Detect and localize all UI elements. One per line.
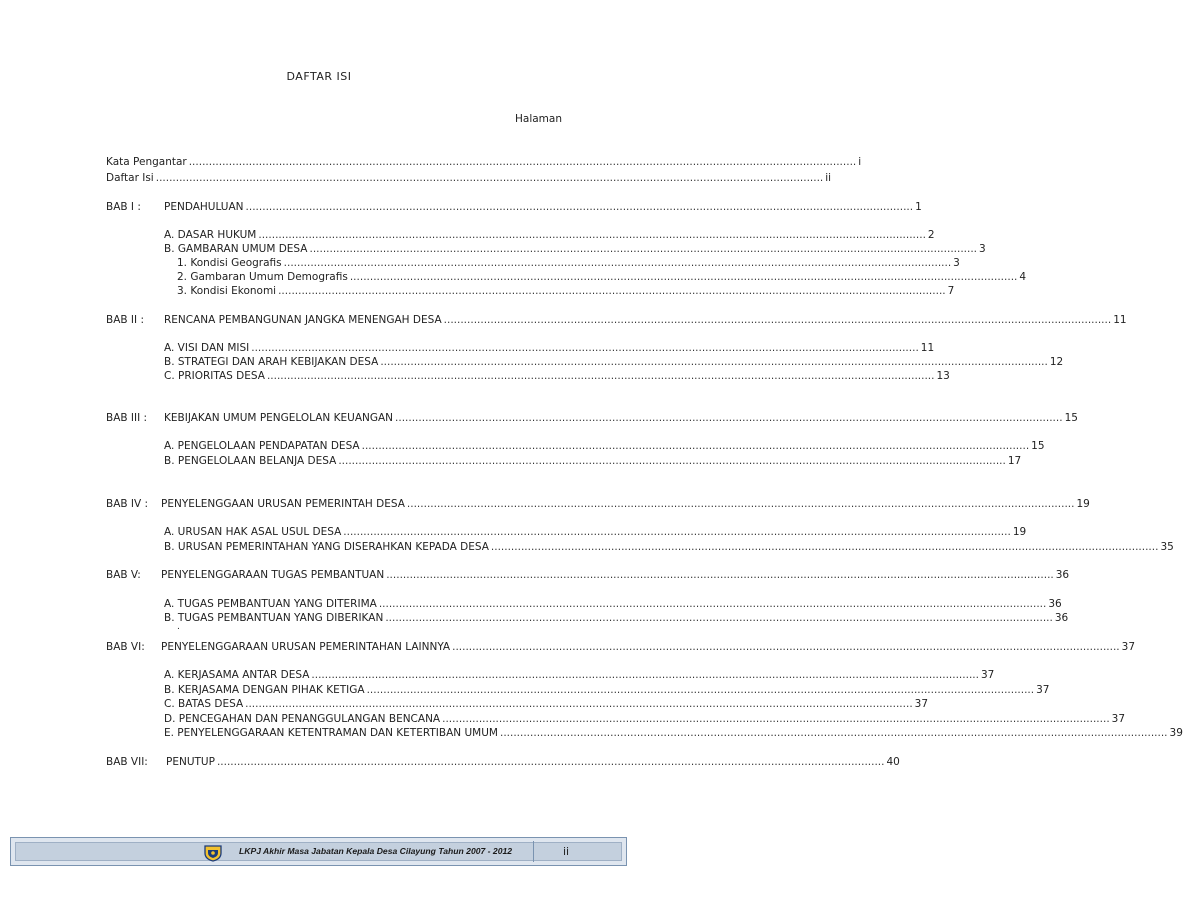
item-label: B. PENGELOLAAN BELANJA DESA	[164, 455, 337, 467]
leader-dots: ........................................................................................................................................................................................................	[309, 243, 978, 255]
chapter-page: 36	[1055, 569, 1070, 581]
item-page: 11	[920, 342, 935, 354]
chapter-number: BAB I :	[106, 201, 141, 213]
item-label: B. URUSAN PEMERINTAHAN YANG DISERAHKAN KEPADA DESA	[164, 541, 489, 553]
item-page: 12	[1049, 356, 1064, 368]
toc-entry-page: ii	[825, 172, 832, 184]
item-page: 36	[1054, 612, 1069, 624]
leader-dots: ........................................................................................................................................................................................................	[452, 641, 1120, 653]
toc-chapter[interactable]	[164, 200, 922, 215]
subitem-label: 1. Kondisi Geografis	[177, 257, 282, 269]
leader-dots: ........................................................................................................................................................................................................	[349, 271, 1018, 283]
item-label: A. KERJASAMA ANTAR DESA	[164, 669, 310, 681]
chapter-page: 19	[1076, 498, 1090, 510]
leader-dots: ........................................................................................................................................................................................................	[378, 598, 1047, 610]
toc-item[interactable]	[164, 525, 1027, 540]
toc-entry[interactable]	[106, 155, 862, 170]
toc-item[interactable]	[164, 611, 1069, 626]
page-title: DAFTAR ISI	[286, 70, 352, 83]
footer-text: LKPJ Akhir Masa Jabatan Kepala Desa Cilayung Tahun 2007 - 2012	[239, 846, 513, 856]
leader-dots: ........................................................................................................................................................................................................	[499, 727, 1168, 739]
subitem-page: 4	[1019, 271, 1027, 283]
toc-chapter[interactable]	[161, 640, 1136, 655]
toc-chapter[interactable]	[161, 568, 1070, 583]
item-page: 3	[979, 243, 986, 255]
footer-divider	[533, 841, 534, 862]
toc-chapter[interactable]	[164, 411, 1078, 426]
leader-dots: ........................................................................................................................................................................................................	[395, 412, 1063, 424]
leader-dots: ........................................................................................................................................................................................................	[380, 356, 1048, 368]
item-page: 13	[936, 370, 950, 382]
leader-dots: ........................................................................................................................................................................................................	[343, 526, 1011, 538]
subitem-page: 7	[947, 285, 955, 297]
toc-item[interactable]	[164, 697, 929, 712]
item-page: 35	[1160, 541, 1174, 553]
subitem-label: 2. Gambaran Umum Demografis	[177, 271, 348, 283]
toc-entry-label: Kata Pengantar	[106, 156, 187, 168]
chapter-number: BAB IV :	[106, 498, 149, 510]
leader-dots: ........................................................................................................................................................................................................	[406, 498, 1075, 510]
leader-dots: ........................................................................................................................................................................................................	[442, 713, 1110, 725]
subitem-page: 3	[953, 257, 960, 269]
toc-item[interactable]	[164, 712, 1126, 727]
leader-dots: ........................................................................................................................................................................................................	[338, 455, 1006, 467]
toc-entry[interactable]	[106, 171, 832, 186]
leader-dots: ........................................................................................................................................................................................................	[251, 342, 919, 354]
leader-dots: ........................................................................................................................................................................................................	[386, 569, 1054, 581]
toc-subitem[interactable]	[177, 256, 960, 271]
leader-dots: ........................................................................................................................................................................................................	[361, 440, 1030, 452]
leader-dots: ........................................................................................................................................................................................................	[188, 156, 857, 168]
subitem-label: 3. Kondisi Ekonomi	[177, 285, 277, 297]
toc-entry-page: i	[858, 156, 862, 168]
chapter-page: 1	[915, 201, 922, 213]
item-page: 37	[914, 698, 929, 710]
toc-entry-label: Daftar Isi	[106, 172, 154, 184]
item-label: A. TUGAS PEMBANTUAN YANG DITERIMA	[164, 598, 377, 610]
leader-dots: ........................................................................................................................................................................................................	[245, 201, 914, 213]
stray-dot: .	[177, 622, 180, 632]
chapter-number: BAB VII:	[106, 756, 148, 768]
item-page: 19	[1012, 526, 1027, 538]
leader-dots: ........................................................................................................................................................................................................	[385, 612, 1053, 624]
toc-item[interactable]	[164, 228, 935, 243]
item-label: B. TUGAS PEMBANTUAN YANG DIBERIKAN	[164, 612, 384, 624]
item-label: A. URUSAN HAK ASAL USUL DESA	[164, 526, 342, 538]
toc-item[interactable]	[164, 726, 1183, 741]
chapter-page: 15	[1064, 412, 1078, 424]
toc-chapter[interactable]	[164, 313, 1127, 328]
toc-item[interactable]	[164, 355, 1064, 370]
item-page: 39	[1169, 727, 1183, 739]
chapter-number: BAB VI:	[106, 641, 145, 653]
toc-subitem[interactable]	[177, 284, 955, 299]
item-page: 37	[980, 669, 995, 681]
toc-item[interactable]	[164, 439, 1045, 454]
item-label: B. KERJASAMA DENGAN PIHAK KETIGA	[164, 684, 365, 696]
regency-emblem-icon	[203, 844, 223, 862]
chapter-title: PENYELENGGAAN URUSAN PEMERINTAH DESA	[161, 498, 405, 510]
toc-item[interactable]	[164, 454, 1022, 469]
item-page: 37	[1036, 684, 1050, 696]
item-page: 2	[927, 229, 935, 241]
leader-dots: ........................................................................................................................................................................................................	[443, 314, 1112, 326]
item-label: A. DASAR HUKUM	[164, 229, 257, 241]
toc-item[interactable]	[164, 369, 950, 384]
leader-dots: ........................................................................................................................................................................................................	[490, 541, 1159, 553]
chapter-page: 37	[1121, 641, 1136, 653]
item-label: B. STRATEGI DAN ARAH KEBIJAKAN DESA	[164, 356, 379, 368]
toc-item[interactable]	[164, 341, 935, 356]
item-label: A. VISI DAN MISI	[164, 342, 250, 354]
item-page: 15	[1031, 440, 1045, 452]
toc-item[interactable]	[164, 683, 1050, 698]
item-label: C. PRIORITAS DESA	[164, 370, 265, 382]
chapter-title: PENYELENGGARAAN TUGAS PEMBANTUAN	[161, 569, 385, 581]
leader-dots: ........................................................................................................................................................................................................	[155, 172, 824, 184]
leader-dots: ........................................................................................................................................................................................................	[283, 257, 952, 269]
chapter-number: BAB V:	[106, 569, 141, 581]
footer-page-number: ii	[563, 845, 570, 858]
toc-subitem[interactable]	[177, 270, 1027, 285]
leader-dots: ........................................................................................................................................................................................................	[258, 229, 926, 241]
toc-item[interactable]	[164, 597, 1062, 612]
chapter-title: RENCANA PEMBANGUNAN JANGKA MENENGAH DESA	[164, 314, 442, 326]
item-label: D. PENCEGAHAN DAN PENANGGULANGAN BENCANA	[164, 713, 441, 725]
item-page: 37	[1111, 713, 1126, 725]
leader-dots: ........................................................................................................................................................................................................	[266, 370, 935, 382]
chapter-number: BAB II :	[106, 314, 144, 326]
toc-chapter[interactable]	[161, 497, 1090, 512]
toc-item[interactable]	[164, 668, 995, 683]
toc-item[interactable]	[164, 540, 1174, 555]
toc-item[interactable]	[164, 242, 986, 257]
item-label: A. PENGELOLAAN PENDAPATAN DESA	[164, 440, 360, 452]
chapter-page: 11	[1113, 314, 1127, 326]
item-label: C. BATAS DESA	[164, 698, 244, 710]
toc-chapter[interactable]	[166, 755, 900, 770]
item-page: 36	[1048, 598, 1062, 610]
leader-dots: ........................................................................................................................................................................................................	[245, 698, 913, 710]
page-footer	[10, 837, 627, 866]
leader-dots: ........................................................................................................................................................................................................	[278, 285, 946, 297]
item-page: 17	[1007, 455, 1022, 467]
leader-dots: ........................................................................................................................................................................................................	[311, 669, 979, 681]
leader-dots: ........................................................................................................................................................................................................	[366, 684, 1035, 696]
chapter-title: PENYELENGGARAAN URUSAN PEMERINTAHAN LAINNYA	[161, 641, 451, 653]
chapter-title: KEBIJAKAN UMUM PENGELOLAN KEUANGAN	[164, 412, 394, 424]
item-label: E. PENYELENGGARAAN KETENTRAMAN DAN KETERTIBAN UMUM	[164, 727, 498, 739]
halaman-column-label: Halaman	[515, 113, 562, 125]
chapter-title: PENDAHULUAN	[164, 201, 244, 213]
leader-dots: ........................................................................................................................................................................................................	[216, 756, 885, 768]
chapter-page: 40	[886, 756, 900, 768]
item-label: B. GAMBARAN UMUM DESA	[164, 243, 308, 255]
chapter-number: BAB III :	[106, 412, 148, 424]
chapter-title: PENUTUP	[166, 756, 215, 768]
